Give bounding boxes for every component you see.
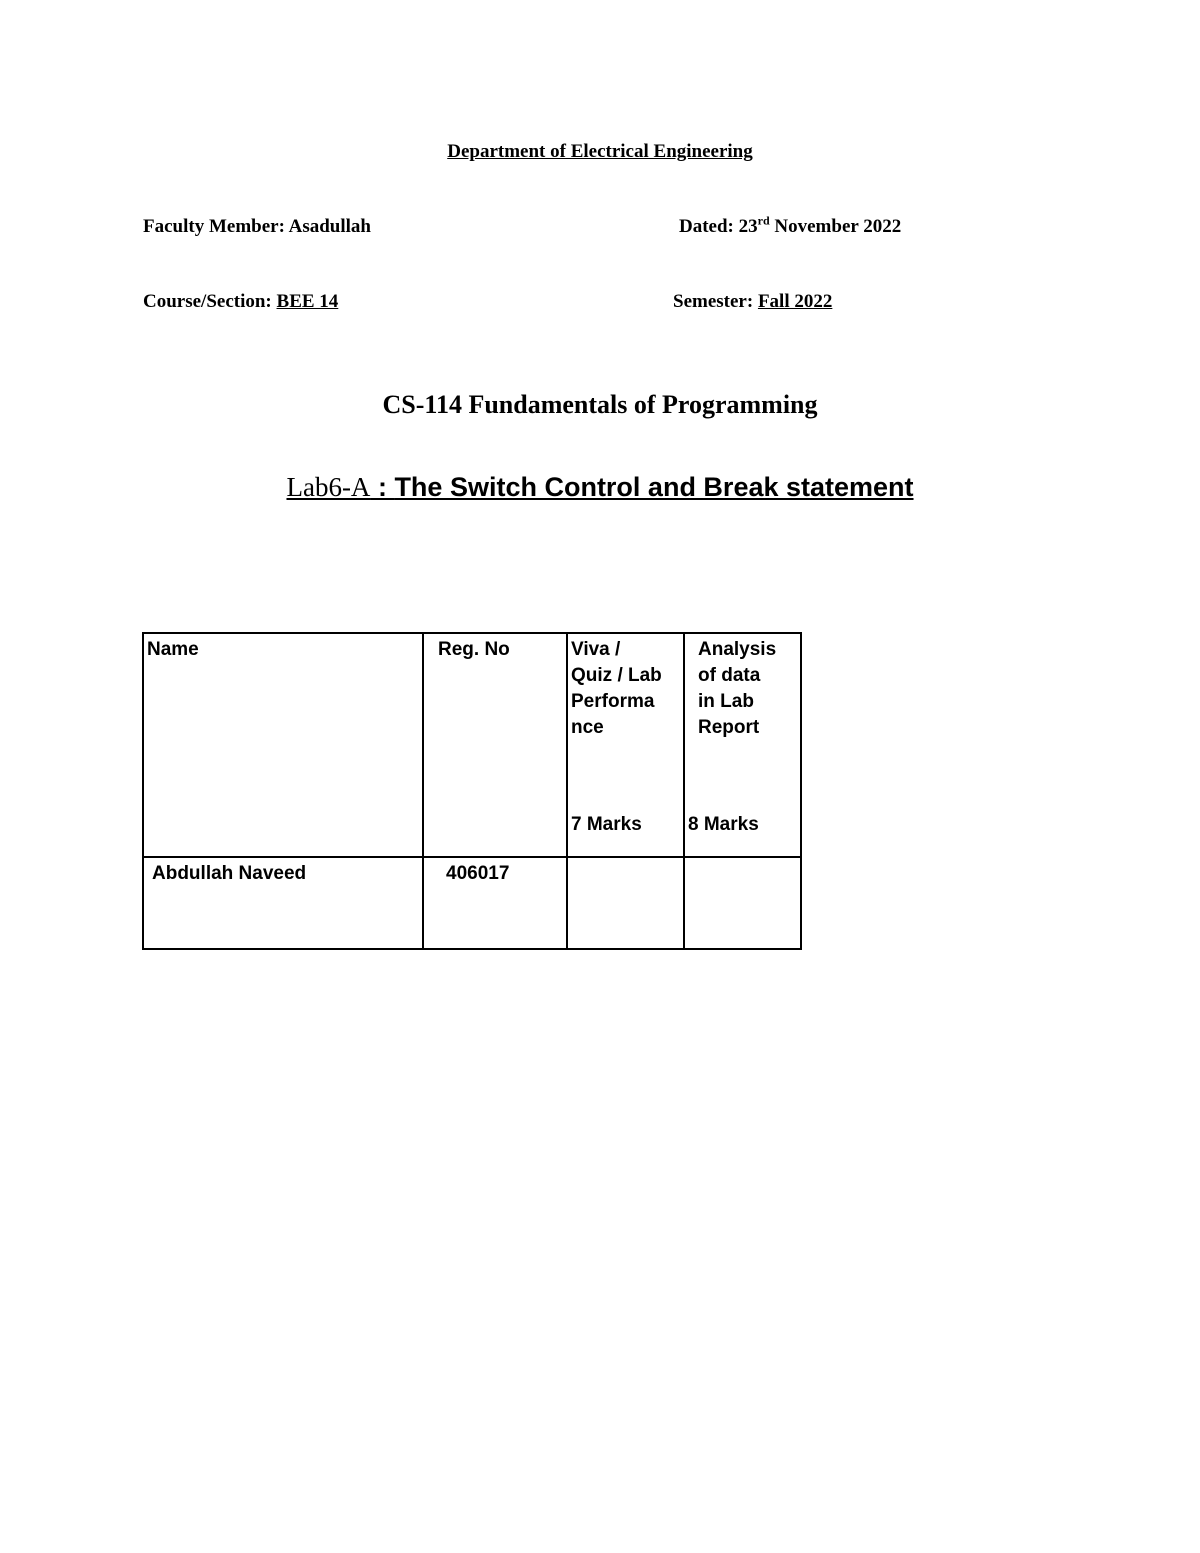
semester-label: Semester: — [673, 291, 754, 312]
course-section-label: Course/Section: — [143, 291, 272, 312]
analysis-marks: 8 Marks — [688, 814, 759, 835]
header-name — [143, 633, 423, 857]
viva-line: Performa — [571, 691, 655, 712]
analysis-line: of data — [698, 665, 761, 686]
semester-value: Fall 2022 — [757, 291, 833, 312]
faculty-value: Asadullah — [288, 216, 371, 237]
header-reg-label: Reg. No — [438, 639, 510, 660]
course-section — [143, 291, 338, 313]
analysis-line: Analysis — [698, 639, 777, 660]
lab-code: Lab6-A — [286, 472, 371, 502]
dated-day: 23 — [738, 216, 758, 237]
analysis-line: in Lab — [698, 691, 754, 712]
row-viva-score — [567, 857, 684, 949]
viva-marks: 7 Marks — [571, 814, 642, 835]
row-reg-no: 406017 — [423, 857, 567, 949]
header-analysis — [684, 633, 801, 857]
semester — [673, 291, 832, 313]
course-section-value: BEE 14 — [276, 291, 339, 312]
table-header-row — [143, 633, 801, 857]
dated — [679, 213, 902, 238]
dated-suffix: rd — [757, 213, 770, 228]
faculty-member — [143, 216, 371, 238]
lab-separator: : — [370, 472, 395, 502]
lab-title — [0, 472, 1200, 503]
header-name-label: Name — [147, 639, 199, 660]
table-row — [143, 857, 801, 949]
lab-title-text: The Switch Control and Break statement — [394, 472, 914, 502]
header-reg-no — [423, 633, 567, 857]
analysis-line: Report — [698, 717, 760, 738]
department-heading: Department of Electrical Engineering — [447, 141, 753, 162]
row-name: Abdullah Naveed — [143, 857, 423, 949]
faculty-label: Faculty Member: — [143, 216, 285, 237]
viva-line: nce — [571, 717, 604, 738]
dated-label: Dated: — [679, 216, 734, 237]
dated-rest: November 2022 — [774, 216, 902, 237]
course-title: CS-114 Fundamentals of Programming — [382, 390, 818, 419]
viva-line: Quiz / Lab — [571, 665, 662, 686]
header-viva — [567, 633, 684, 857]
row-analysis-score — [684, 857, 801, 949]
viva-line: Viva / — [571, 639, 621, 660]
grades-table — [142, 632, 802, 950]
